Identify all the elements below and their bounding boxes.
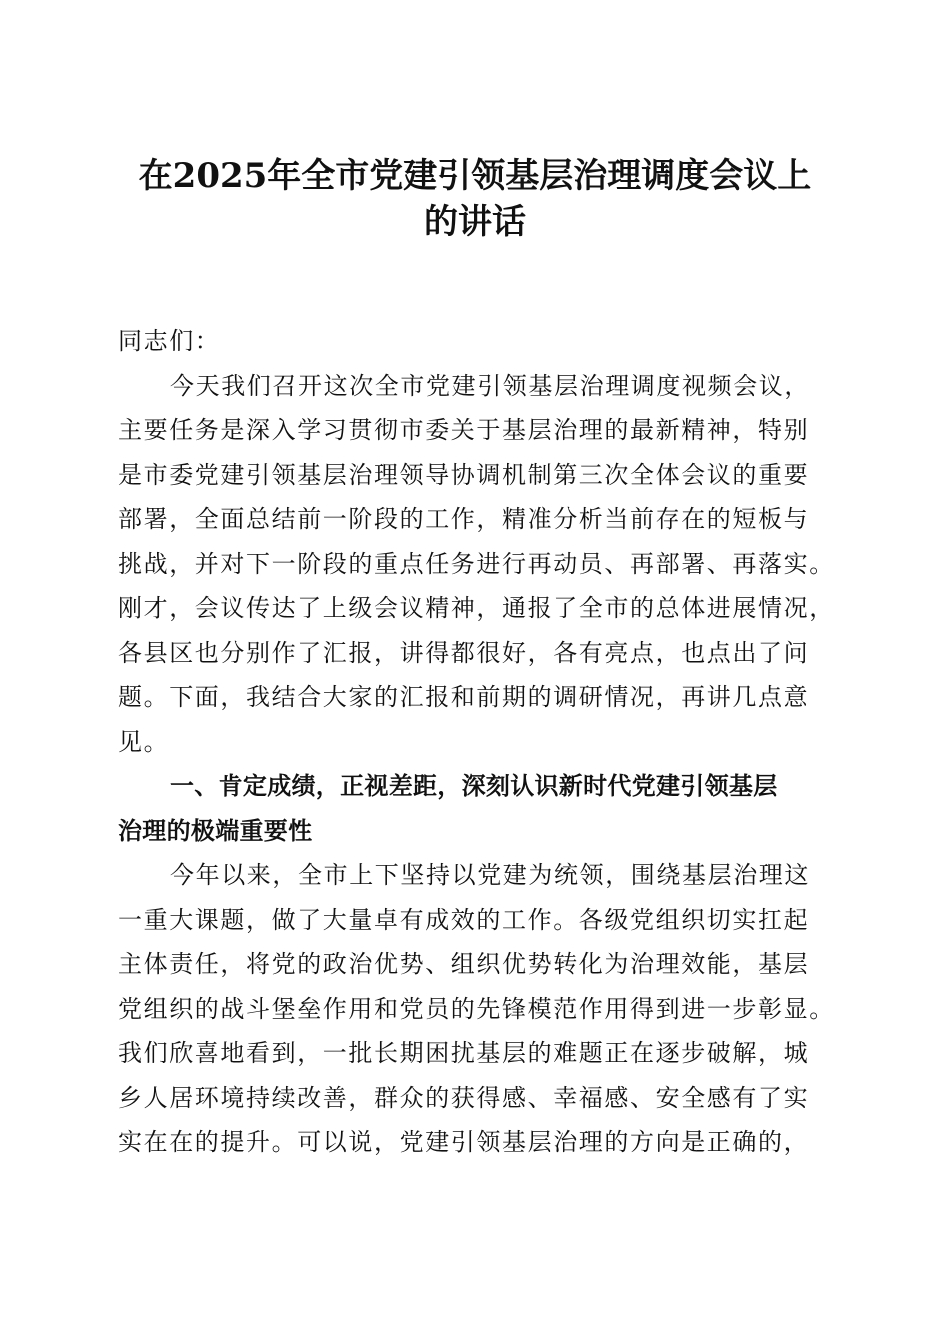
opening-paragraph <box>118 364 842 765</box>
text-line: 是市委党建引领基层治理领导协调机制第三次全体会议的重要 <box>118 460 810 489</box>
text-line: 主要任务是深入学习贯彻市委关于基层治理的最新精神，特别 <box>118 416 810 444</box>
text-line: 挑战，并对下一阶段的重点任务进行再动员、再部署、再落实。 <box>118 549 835 578</box>
heading-line: 治理的极端重要性 <box>118 816 313 845</box>
section-heading <box>118 764 842 853</box>
text-line: 刚才，会议传达了上级会议精神，通报了全市的总体进展情况， <box>118 594 835 622</box>
text-line: 题。下面，我结合大家的汇报和前期的调研情况，再讲几点意 <box>118 683 810 711</box>
text-line: 乡人居环境持续改善，群众的获得感、幸福感、安全感有了实 <box>118 1083 810 1112</box>
text-line: 见。 <box>118 727 170 756</box>
title-line: 的讲话 <box>424 202 526 242</box>
text-line: 我们欣喜地看到，一批长期困扰基层的难题正在逐步破解，城 <box>118 1039 810 1067</box>
section-paragraph <box>118 853 842 1165</box>
text-line: 实在在的提升。可以说，党建引领基层治理的方向是正确的， <box>118 1128 810 1156</box>
document-title <box>110 153 840 245</box>
text-line: 主体责任，将党的政治优势、组织优势转化为治理效能，基层 <box>118 950 810 978</box>
text-line: 今年以来，全市上下坚持以党建为统领，围绕基层治理这 <box>170 861 810 889</box>
text-line: 各县区也分别作了汇报，讲得都很好，各有亮点，也点出了问 <box>118 638 810 667</box>
speech-body <box>118 319 842 1165</box>
title-line: 在2025年全市党建引领基层治理调度会议上 <box>138 156 812 196</box>
text-line: 党组织的战斗堡垒作用和党员的先锋模范作用得到进一步彰显。 <box>118 994 835 1023</box>
text-line: 部署，全面总结前一阶段的工作，精准分析当前存在的短板与 <box>118 505 810 533</box>
salutation: 同志们： <box>118 327 221 355</box>
text-line: 今天我们召开这次全市党建引领基层治理调度视频会议， <box>170 371 810 400</box>
text-line: 一重大课题，做了大量卓有成效的工作。各级党组织切实扛起 <box>118 905 810 934</box>
heading-line: 一、肯定成绩，正视差距，深刻认识新时代党建引领基层 <box>170 772 778 800</box>
